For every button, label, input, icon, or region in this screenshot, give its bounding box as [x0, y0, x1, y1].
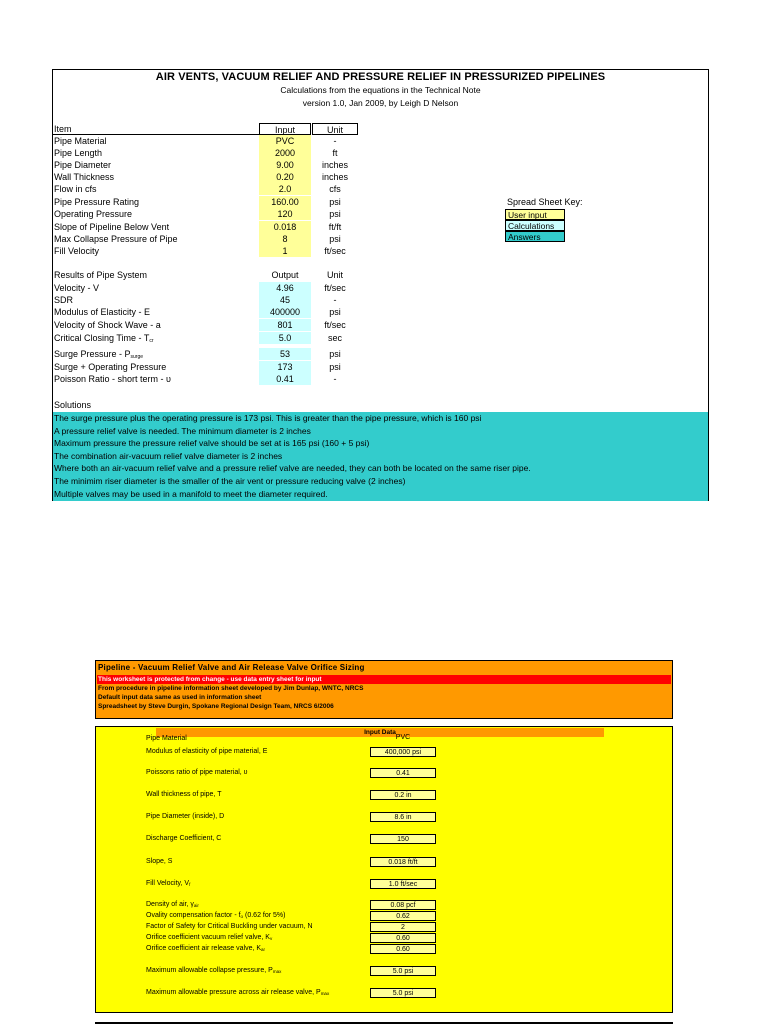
protected-note: This worksheet is protected from change - use data entry sheet for input [97, 675, 671, 684]
result-label-text: Modulus of Elasticity - E [54, 307, 151, 317]
result-row [53, 373, 359, 385]
input-value: 0.018 [259, 221, 311, 233]
result-label [54, 319, 161, 331]
param-value: 0.018 ft/ft [370, 857, 436, 867]
sheet-version: version 1.0, Jan 2009, by Leigh D Nelson [302, 98, 459, 108]
param-label [146, 945, 265, 952]
param-label-text: Maximum allowable collapse pressure, P [146, 967, 273, 974]
param-value: 0.2 in [370, 790, 436, 800]
param-value: 8.6 in [370, 812, 436, 822]
param-value: PVC [395, 734, 411, 741]
item-header: Item [54, 124, 72, 134]
orifice-sizing-sheet [95, 660, 673, 1024]
key-calculations: Calculations [505, 220, 565, 231]
input-row [53, 171, 359, 183]
results-unit-header: Unit [326, 270, 343, 280]
solutions-block [53, 412, 708, 501]
input-value: 8 [259, 233, 311, 245]
param-label [146, 967, 281, 974]
info-line: Default input data same as used in information sheet [98, 694, 262, 701]
solutions-label: Solutions [54, 400, 92, 410]
solution-line: Multiple valves may be used in a manifold to meet the diameter required. [54, 488, 328, 499]
result-unit: psi [329, 307, 341, 317]
param-label-text: Slope, S [146, 858, 173, 865]
param-value: 150 [370, 834, 436, 844]
result-label-text: Surge Pressure - P [54, 349, 131, 359]
param-label-subscript: max [272, 969, 282, 974]
param-value: 5.0 psi [370, 988, 436, 998]
result-unit: - [333, 295, 337, 305]
param-label-subscript: o [240, 914, 244, 919]
input-label: Flow in cfs [54, 184, 97, 194]
result-label [54, 282, 99, 294]
result-label-text: Surge + Operating Pressure [54, 362, 167, 372]
orifice-sheet-header [95, 660, 673, 719]
input-unit: psi [329, 234, 341, 244]
param-label-text: Discharge Coefficient, C [146, 835, 222, 842]
solution-line: Maximum pressure the pressure relief valve should be set at is 165 psi (160 + 5 psi) [54, 438, 370, 449]
param-label-text: Modulus of elasticity of pipe material, E [146, 748, 268, 755]
result-value: 4.96 [259, 282, 311, 294]
solution-line: A pressure relief valve is needed. The minimum diameter is 2 inches [54, 425, 311, 436]
input-value: PVC [259, 135, 311, 147]
result-label [54, 361, 166, 373]
solution-line: The surge pressure plus the operating pressure is 173 psi. This is greater than the pipe pressure, which is 160 psi [54, 413, 482, 423]
result-row [53, 361, 359, 373]
param-label [146, 813, 224, 820]
param-value: 0.41 [370, 768, 436, 778]
sheet-subtitle: Calculations from the equations in the Technical Note [280, 85, 481, 95]
param-label-text: Maximum allowable pressure across air release valve, P [146, 989, 321, 996]
input-unit: psi [329, 209, 341, 219]
param-value: 1.0 ft/sec [370, 879, 436, 889]
param-label-subscript: air [193, 903, 199, 908]
result-value: 173 [259, 361, 311, 373]
input-unit: - [333, 136, 337, 146]
param-label [146, 901, 199, 908]
input-value: 9.00 [259, 159, 311, 171]
param-label-subscript: max [320, 991, 330, 996]
param-label [146, 912, 285, 919]
input-row [53, 159, 359, 171]
param-label-text: Factor of Safety for Critical Buckling under vacuum, N [146, 923, 313, 930]
param-label [146, 791, 221, 798]
result-label-subscript: surge [130, 354, 144, 360]
input-value: 2.0 [259, 183, 311, 195]
input-label: Pipe Material [54, 136, 107, 146]
param-label-text: Pipe Material [146, 735, 187, 742]
result-label-text: SDR [54, 295, 74, 305]
result-unit: sec [327, 333, 342, 343]
input-unit: cfs [329, 184, 341, 194]
result-label [54, 294, 73, 306]
result-label-text: Poisson Ratio - short term - υ [54, 374, 171, 384]
param-label-text: Fill Velocity, V [146, 880, 190, 887]
input-value: 0.20 [259, 171, 311, 183]
param-label [146, 923, 313, 930]
input-label: Max Collapse Pressure of Pipe [54, 234, 178, 244]
output-header: Output [271, 270, 299, 280]
input-row [53, 245, 359, 257]
input-unit: psi [329, 197, 341, 207]
result-value: 801 [259, 319, 311, 331]
input-data-label: Input Data [156, 728, 604, 737]
result-label-text: Velocity of Shock Wave - a [54, 320, 161, 330]
result-value: 45 [259, 294, 311, 306]
input-header: Input [259, 123, 311, 135]
input-value: 160.00 [259, 196, 311, 208]
input-label: Pipe Diameter [54, 160, 112, 170]
result-unit: psi [329, 349, 341, 359]
param-label-text: Orifice coefficient vacuum relief valve, K [146, 934, 270, 941]
param-label-text: Orifice coefficient air release valve, K [146, 945, 262, 952]
param-label-subscript: f [189, 882, 191, 887]
param-label-text: Wall thickness of pipe, T [146, 791, 222, 798]
param-label [146, 934, 272, 941]
input-row [53, 135, 359, 147]
param-value: 400,000 psi [370, 747, 436, 757]
input-row [53, 221, 359, 233]
param-value: 2 [370, 922, 436, 932]
input-label: Fill Velocity [54, 246, 100, 256]
result-label-text: Velocity - V [54, 283, 100, 293]
input-label: Slope of Pipeline Below Vent [54, 222, 170, 232]
param-value: 0.08 pcf [370, 900, 436, 910]
result-row [53, 319, 359, 331]
solution-line: The minimim riser diameter is the smaller of the air vent or pressure reducing valve (2 inches) [54, 475, 406, 486]
param-value: 5.0 psi [370, 966, 436, 976]
param-label [146, 735, 187, 742]
result-row [53, 306, 359, 318]
results-header: Results of Pipe System [54, 270, 148, 280]
param-label-subscript: ar [261, 947, 266, 952]
param-label [146, 769, 248, 776]
input-value: 120 [259, 208, 311, 220]
results-header-row [53, 269, 359, 281]
info-line: From procedure in pipeline information sheet developed by Jim Dunlap, WNTC, NRCS [98, 685, 364, 692]
result-value: 5.0 [259, 332, 311, 344]
input-unit: ft [332, 148, 338, 158]
param-label-text: Density of air, γ [146, 901, 194, 908]
param-label-text: Ovality compensation factor - f [146, 912, 241, 919]
input-label: Operating Pressure [54, 209, 133, 219]
result-label [54, 306, 150, 318]
result-row [53, 294, 359, 306]
param-label [146, 748, 267, 755]
result-row [53, 348, 359, 360]
input-data-panel [95, 726, 673, 1013]
input-label: Pipe Pressure Rating [54, 197, 140, 207]
param-label [146, 989, 329, 996]
param-label [146, 858, 172, 865]
result-unit: ft/sec [324, 320, 346, 330]
result-label-subscript: cr [149, 338, 154, 344]
solution-line: Where both an air-vacuum relief valve and a pressure relief valve are needed, they can both be located on the same riser pipe. [54, 463, 531, 474]
unit-header: Unit [312, 123, 358, 135]
param-label-text: Poissons ratio of pipe material, υ [146, 769, 248, 776]
spreadsheet-key-title: Spread Sheet Key: [507, 197, 583, 207]
input-row [53, 233, 359, 245]
result-value: 400000 [259, 306, 311, 318]
orifice-sheet-title: Pipeline - Vacuum Relief Valve and Air Release Valve Orifice Sizing [98, 663, 365, 672]
param-value: 0.62 [370, 911, 436, 921]
result-value: 0.41 [259, 373, 311, 385]
input-row [53, 196, 359, 208]
key-user-input: User input [505, 209, 565, 220]
input-row [53, 147, 359, 159]
result-unit: - [333, 374, 337, 384]
param-label [146, 835, 221, 842]
input-label: Pipe Length [54, 148, 103, 158]
param-label [146, 880, 190, 887]
result-label [54, 332, 154, 347]
input-value: 1 [259, 245, 311, 257]
param-label-subscript: v [269, 936, 273, 941]
input-value: 2000 [259, 147, 311, 159]
result-unit: psi [329, 362, 341, 372]
result-unit: ft/sec [324, 283, 346, 293]
param-value: 0.60 [370, 933, 436, 943]
result-value: 53 [259, 348, 311, 360]
info-line: Spreadsheet by Steve Durgin, Spokane Regional Design Team, NRCS 6/2006 [98, 703, 334, 710]
param-label-suffix: (0.62 for 5%) [243, 912, 286, 919]
input-row [53, 208, 359, 220]
input-row [53, 183, 359, 195]
result-row [53, 282, 359, 294]
input-label: Wall Thickness [54, 172, 115, 182]
key-answers: Answers [505, 231, 565, 242]
input-unit: inches [321, 160, 348, 170]
sheet-title: AIR VENTS, VACUUM RELIEF AND PRESSURE RELIEF IN PRESSURIZED PIPELINES [155, 71, 606, 83]
solution-line: The combination air-vacuum relief valve diameter is 2 inches [54, 450, 283, 461]
param-label-text: Pipe Diameter (inside), D [146, 813, 225, 820]
result-label [54, 373, 171, 385]
result-label-text: Critical Closing Time - T [54, 333, 150, 343]
result-row [53, 332, 359, 344]
input-unit: inches [321, 172, 348, 182]
input-unit: ft/sec [324, 246, 346, 256]
input-unit: ft/ft [328, 222, 342, 232]
pipeline-calc-sheet [52, 69, 709, 501]
param-value: 0.60 [370, 944, 436, 954]
